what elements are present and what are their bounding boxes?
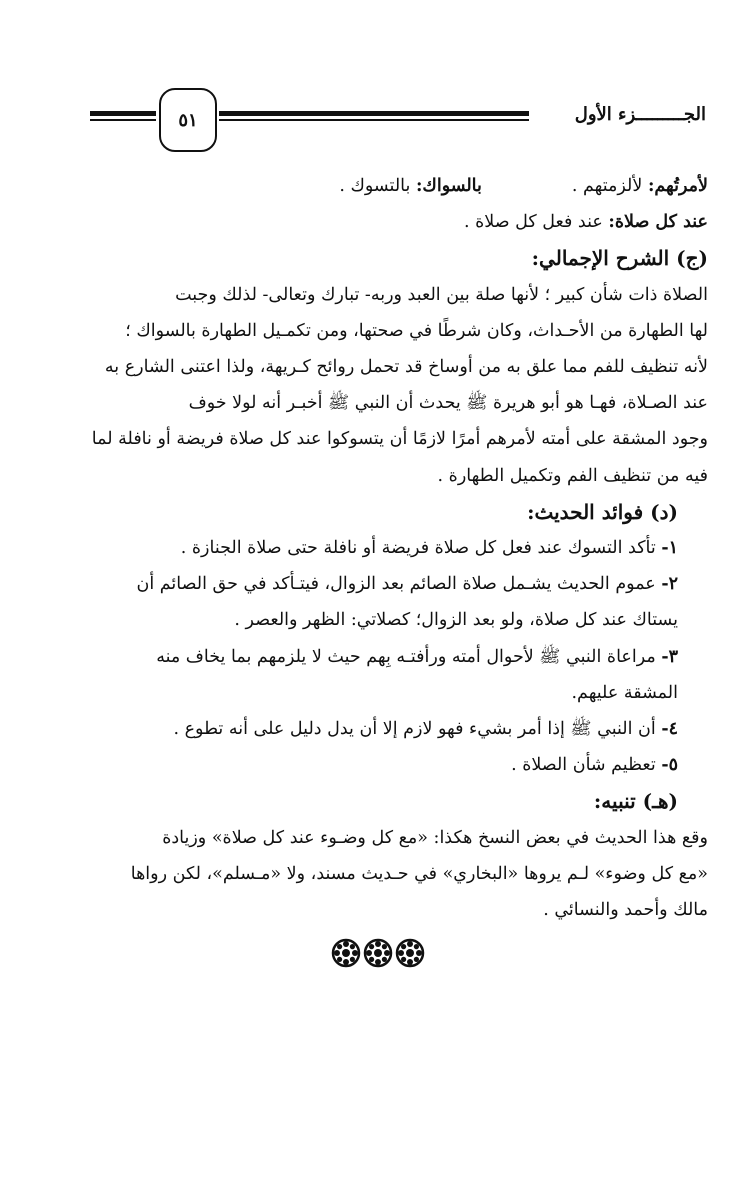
list-text: عموم الحديث يشـمل صلاة الصائم بعد الزوال، فيتـأكد في حق الصائم أن [136,574,656,595]
list-number: ١- [661,538,678,559]
list-number: ٥- [661,755,678,776]
vocab-definition: عند فعل كل صلاة . [463,212,603,233]
paragraph-line: مالك وأحمد والنسائي . [543,900,708,921]
flower-ornament-icon [395,938,425,968]
paragraph-line: عند الصـلاة، فهـا هو أبو هريرة ﷺ يحدث أن النبي ﷺ أخبـر أنه لولا خوف [188,393,708,414]
benefit-item-5 [48,747,708,783]
list-number: ٤- [661,719,678,740]
paragraph-line: وقع هذا الحديث في بعض النسخ هكذا: «مع كل وضـوء عند كل صلاة» وزيادة [162,827,708,848]
vocab-entry-2 [339,168,482,204]
flower-ornament-icon [363,938,393,968]
vocab-definition: لألزمتهم . [571,176,643,196]
paragraph-line: لأنه تنظيف للفم مما علق به من أوساخ قد تحمل روائح كـريهة، ولذا اعتنى الشارع به [104,357,708,378]
benefit-item-4 [48,711,708,747]
list-number: ٢- [661,574,678,595]
page-header [88,88,706,154]
list-text: أن النبي ﷺ إذا أمر بشيء فهو لازم إلا أن يدل دليل على أنه تطوع . [173,719,656,740]
benefit-item-2 [48,566,708,638]
vocab-term: لأمرتُهم: [647,176,708,196]
list-number: ٣- [661,646,678,667]
flower-ornament-icon [331,938,361,968]
benefit-item-1 [48,530,708,566]
list-text: تعظيم شأن الصلاة . [511,755,656,776]
list-text-continued: يستاك عند كل صلاة، ولو بعد الزوال؛ كصلاتي: الظهر والعصر . [234,610,678,631]
list-text-continued: المشقة عليهم. [571,682,678,703]
paragraph-line: الصلاة ذات شأن كبير ؛ لأنها صلة بين العبد وربه- تبارك وتعالى- لذلك وجبت [175,284,708,305]
vocab-term: عند كل صلاة: [608,212,708,233]
header-rule-right [219,111,529,123]
vocab-entry-1 [572,168,708,204]
vocab-row-2 [48,204,708,240]
note-paragraph [48,820,708,929]
summary-paragraph [48,277,708,494]
benefit-item-3 [48,639,708,711]
vocab-row-1 [48,168,708,204]
section-end-ornament [48,938,708,968]
section-heading-note: (هـ) تنبيه: [593,789,678,814]
list-text: مراعاة النبي ﷺ لأحوال أمته ورأفتـه بِهم حيث لا يلزمهم بما يخاف منه [156,646,656,667]
section-heading-benefits: (د) فوائد الحديث: [527,499,678,524]
header-rule-left [90,111,156,123]
paragraph-line: لها الطهارة من الأحـداث، وكان شرطًا في صحتها، ومن تكمـيل الطهارة بالسواك ؛ [125,320,708,341]
page-body [48,168,708,968]
list-text: تأكد التسوك عند فعل كل صلاة فريضة أو نافلة حتى صلاة الجنازة . [180,538,656,559]
paragraph-line: وجود المشقة على أمته لأمرهم أمرًا لازمًا أن يتسوكوا عند كل صلاة فريضة أو نافلة لما [91,429,708,450]
section-heading-summary: (ج) الشرح الإجمالي: [531,246,708,271]
vocab-definition: بالتسوك . [339,176,411,196]
page-number: ٥١ [159,88,217,152]
paragraph-line: «مع كل وضوء» لـم يروها «البخاري» في حـديث مسند، ولا «مـسلم»، لكن رواها [130,863,708,884]
vocab-term: بالسواك: [415,176,482,196]
paragraph-line: فيه من تنظيف الفم وتكميل الطهارة . [437,465,708,486]
part-title: الجـــــــــزء الأول [574,104,706,125]
